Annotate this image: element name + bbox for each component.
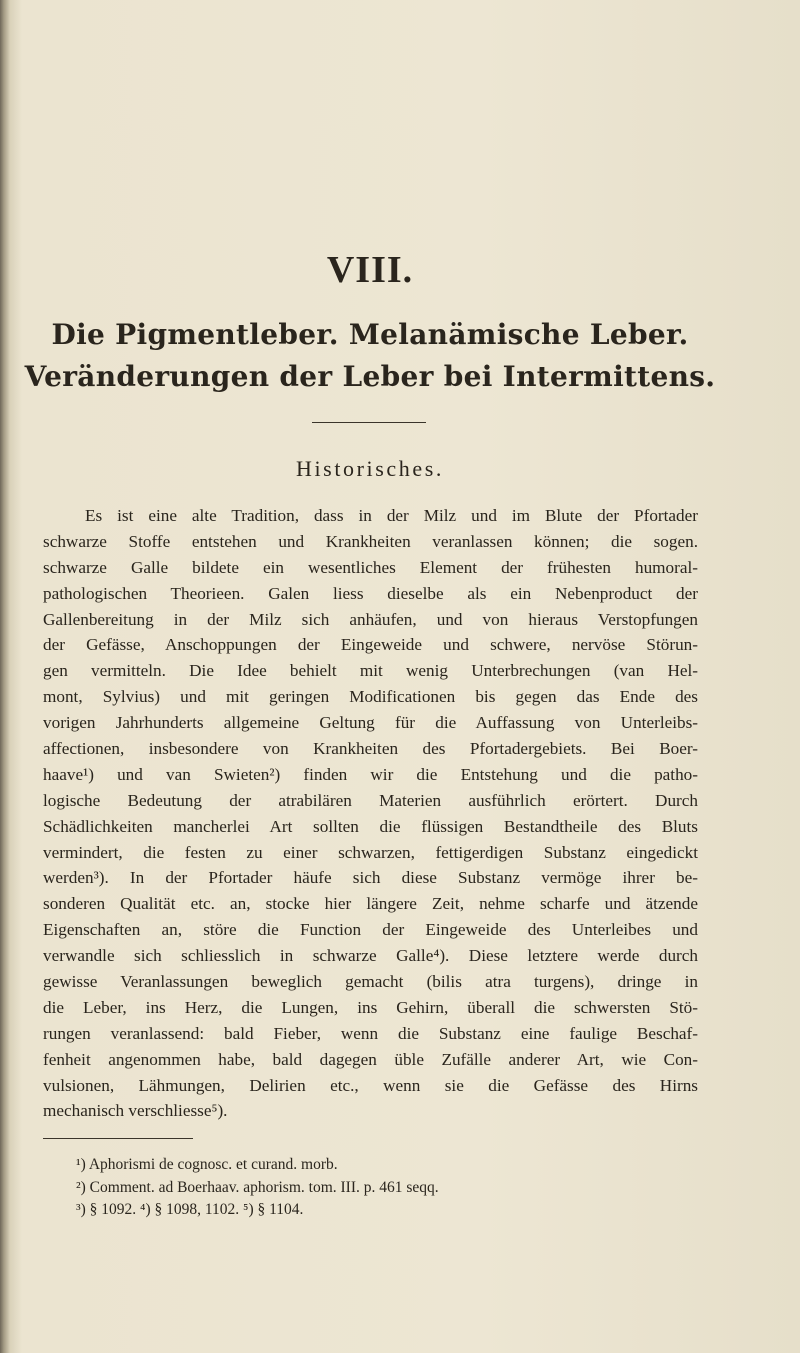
body-paragraph — [43, 503, 698, 1124]
body-line: Schädlichkeiten mancherlei Art sollten die flüssigen Bestandtheile des Bluts — [43, 816, 698, 836]
chapter-title-line-1: Die Pigmentleber. Melanämische Leber. — [51, 318, 689, 351]
footnote: ¹) Aphorismi de cognosc. et curand. morb. — [76, 1156, 338, 1173]
body-line: vermindert, die festen zu einer schwarzen, fettigerdigen Substanz eingedickt — [43, 842, 698, 862]
body-line: haave¹) und van Swieten²) finden wir die Entstehung und die patho- — [43, 764, 698, 784]
footnote: ²) Comment. ad Boerhaav. aphorism. tom. III. p. 461 seqq. — [76, 1178, 439, 1196]
body-line: schwarze Stoffe entstehen und Krankheiten veranlassen können; die sogen. — [43, 531, 698, 551]
section-heading: Historisches. — [295, 456, 445, 481]
body-line: rungen veranlassend: bald Fieber, wenn die Substanz eine faulige Beschaf- — [43, 1023, 698, 1043]
body-line: affectionen, insbesondere von Krankheiten des Pfortadergebiets. Bei Boer- — [43, 739, 698, 759]
body-line: Gallenbereitung in der Milz sich anhäufen, und von hieraus Verstopfungen — [43, 609, 698, 629]
body-line: schwarze Galle bildete ein wesentliches Element der frühesten humoral- — [43, 557, 698, 577]
body-line: der Gefässe, Anschoppungen der Eingeweide und schwere, nervöse Störun- — [43, 635, 698, 655]
chapter-title-line-2: Veränderungen der Leber bei Intermittens. — [24, 360, 716, 393]
body-line: logische Bedeutung der atrabilären Materien ausführlich erörtert. Durch — [43, 790, 698, 810]
footnotes — [76, 1154, 676, 1222]
body-line: verwandle sich schliesslich in schwarze Galle⁴). Diese letztere werde durch — [43, 946, 698, 966]
body-line: gen vermitteln. Die Idee behielt mit wenig Unterbrechungen (van Hel- — [43, 661, 698, 681]
body-line: gewisse Veranlassungen beweglich gemacht (bilis atra turgens), dringe in — [43, 972, 698, 992]
body-line: vulsionen, Lähmungen, Delirien etc., wenn sie die Gefässe des Hirns — [43, 1075, 698, 1095]
body-line: werden³). In der Pfortader häufe sich diese Substanz vermöge ihrer be- — [43, 868, 698, 888]
chapter-number: VIII. — [326, 249, 414, 291]
body-line: Es ist eine alte Tradition, dass in der Milz und im Blute der Pfortader — [85, 506, 698, 525]
body-line: Eigenschaften an, störe die Function der Eingeweide des Unterleibes und — [43, 920, 698, 940]
footnote: ³) § 1092. ⁴) § 1098, 1102. ⁵) § 1104. — [76, 1201, 304, 1218]
body-line: mechanisch verschliesse⁵). — [43, 1101, 228, 1121]
body-line: vorigen Jahrhunderts allgemeine Geltung für die Auffassung von Unterleibs- — [43, 713, 698, 733]
body-line: die Leber, ins Herz, die Lungen, ins Gehirn, überall die schwersten Stö- — [43, 997, 698, 1017]
footnote-divider — [43, 1138, 193, 1139]
body-line: fenheit angenommen habe, bald dagegen üble Zufälle anderer Art, wie Con- — [43, 1049, 698, 1069]
body-line: mont, Sylvius) und mit geringen Modificationen bis gegen das Ende des — [43, 687, 698, 707]
body-line: sonderen Qualität etc. an, stocke hier längere Zeit, nehme scharfe und ätzende — [43, 894, 698, 914]
body-line: pathologischen Theorieen. Galen liess dieselbe als ein Nebenproduct der — [43, 583, 698, 603]
title-divider — [312, 422, 426, 423]
